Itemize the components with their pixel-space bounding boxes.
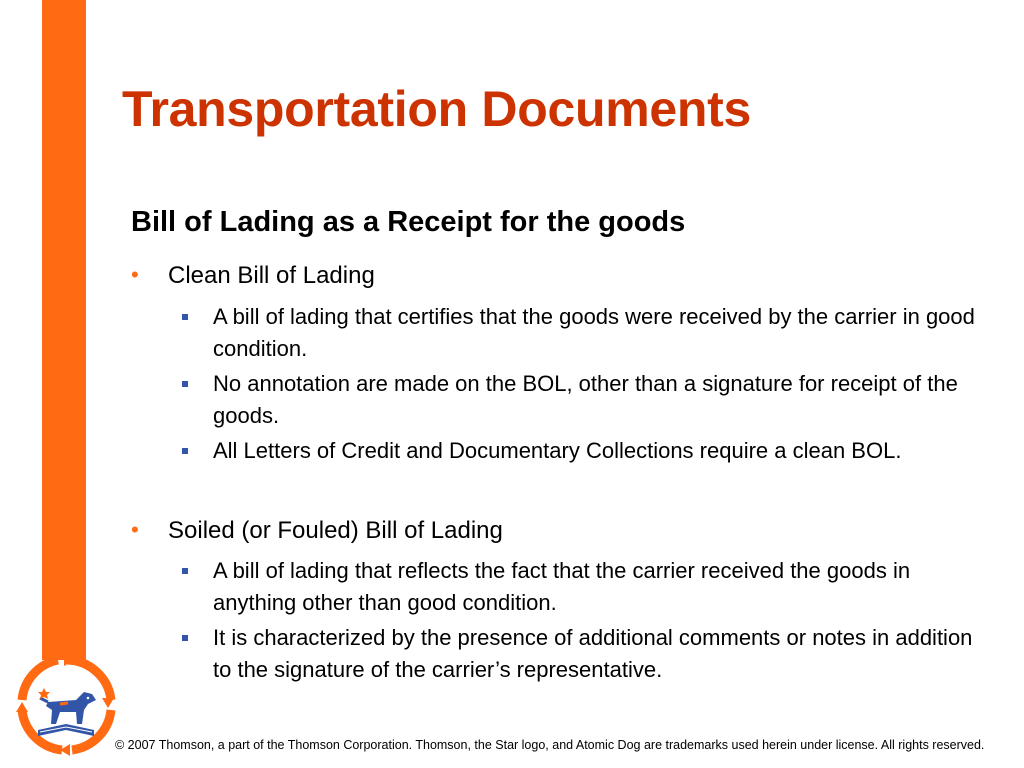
list-item-text: A bill of lading that reflects the fact that the carrier received the goods in anything other than good condition.: [213, 558, 911, 615]
section-heading-soiled: [131, 517, 503, 545]
section-heading-text: Clean Bill of Lading: [168, 262, 375, 289]
list-item: [213, 368, 983, 432]
copyright-footer: © 2007 Thomson, a part of the Thomson Corporation. Thomson, the Star logo, and Atomic Dog are trademarks used herein under license. All rights reserved.: [115, 738, 985, 752]
square-bullet-icon: [182, 448, 188, 454]
list-item: [213, 435, 983, 467]
list-item-text: It is characterized by the presence of additional comments or notes in addition to the signature of the carrier’s representative.: [213, 625, 973, 682]
square-bullet-icon: [182, 635, 188, 641]
list-item: [213, 301, 983, 365]
bullet-icon: •: [131, 517, 139, 542]
list-item-text: A bill of lading that certifies that the goods were received by the carrier in good condition.: [213, 304, 975, 361]
slide-subtitle: Bill of Lading as a Receipt for the goods: [131, 206, 686, 238]
bullet-icon: •: [131, 262, 139, 287]
list-item: [213, 555, 983, 619]
accent-side-bar: [42, 0, 86, 660]
section-heading-text: Soiled (or Fouled) Bill of Lading: [168, 517, 503, 544]
square-bullet-icon: [182, 568, 188, 574]
list-item-text: No annotation are made on the BOL, other than a signature for receipt of the goods.: [213, 371, 958, 428]
atomic-dog-logo: [14, 654, 120, 756]
square-bullet-icon: [182, 314, 188, 320]
slide-title: Transportation Documents: [122, 81, 751, 137]
list-item: [213, 622, 983, 686]
square-bullet-icon: [182, 381, 188, 387]
section-heading-clean: [131, 262, 375, 290]
list-item-text: All Letters of Credit and Documentary Collections require a clean BOL.: [213, 438, 902, 463]
